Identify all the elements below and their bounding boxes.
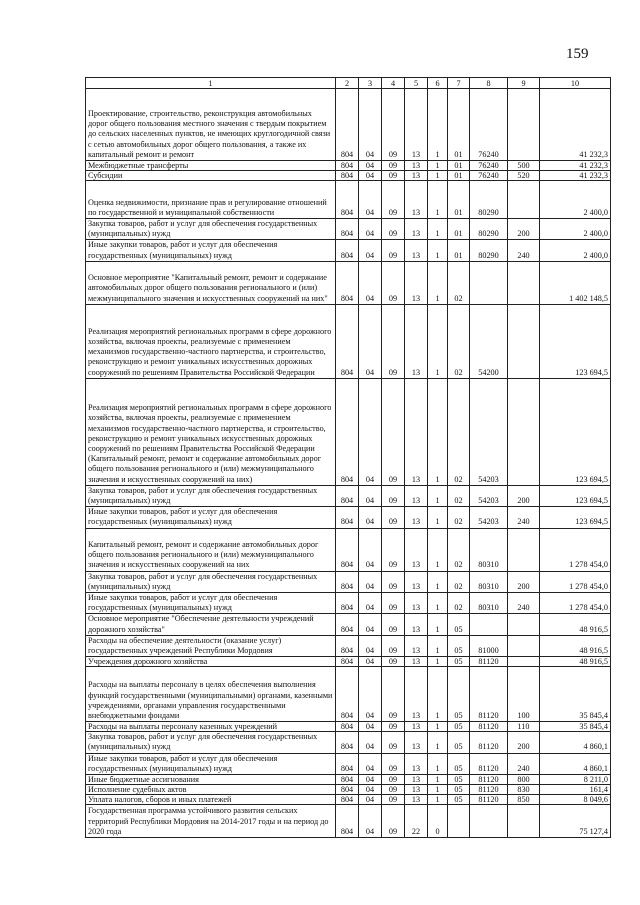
row-section: 04: [359, 635, 382, 656]
table-row: [86, 785, 611, 795]
row-amount: 123 694,5: [540, 304, 611, 378]
row-section: 04: [359, 614, 382, 635]
row-expense-type: [508, 89, 540, 161]
row-subsection: 09: [382, 635, 405, 656]
row-direction: [470, 614, 508, 635]
row-subprogram: 1: [428, 775, 448, 785]
header-cell: 9: [508, 78, 540, 89]
row-expense-type: 200: [508, 219, 540, 240]
row-subprogram: 1: [428, 657, 448, 667]
row-direction: 81120: [470, 785, 508, 795]
header-cell: 3: [359, 78, 382, 89]
row-subprogram: 1: [428, 528, 448, 571]
row-program: 13: [405, 161, 428, 171]
table-row: [86, 240, 611, 261]
table-row: [86, 528, 611, 571]
row-amount: 41 232,3: [540, 89, 611, 161]
row-code: 804: [336, 732, 359, 753]
row-program: 13: [405, 528, 428, 571]
row-event: 02: [448, 593, 470, 614]
row-code: 804: [336, 219, 359, 240]
row-event: 05: [448, 635, 470, 656]
row-program: 13: [405, 378, 428, 485]
row-direction: 81120: [470, 722, 508, 732]
row-direction: 81120: [470, 795, 508, 805]
row-event: 05: [448, 785, 470, 795]
table-row: [86, 304, 611, 378]
row-amount: 123 694,5: [540, 378, 611, 485]
row-name: Основное мероприятие "Обеспечение деятельности учреждений дорожного хозяйства": [86, 614, 336, 635]
row-subsection: 09: [382, 667, 405, 722]
row-code: 804: [336, 614, 359, 635]
row-section: 04: [359, 161, 382, 171]
row-expense-type: 110: [508, 722, 540, 732]
row-code: 804: [336, 161, 359, 171]
row-subsection: 09: [382, 614, 405, 635]
row-section: 04: [359, 507, 382, 528]
row-name: Исполнение судебных актов: [86, 785, 336, 795]
row-amount: 1 278 454,0: [540, 593, 611, 614]
row-direction: 80310: [470, 593, 508, 614]
row-event: 01: [448, 240, 470, 261]
row-subsection: 09: [382, 571, 405, 592]
table-row: [86, 732, 611, 753]
row-section: 04: [359, 775, 382, 785]
table-row: [86, 219, 611, 240]
row-direction: 76240: [470, 89, 508, 161]
row-section: 04: [359, 378, 382, 485]
row-subsection: 09: [382, 240, 405, 261]
row-amount: 1 278 454,0: [540, 528, 611, 571]
table-row: [86, 378, 611, 485]
table-row: [86, 805, 611, 838]
row-event: 05: [448, 775, 470, 785]
row-subprogram: 1: [428, 795, 448, 805]
row-amount: 123 694,5: [540, 507, 611, 528]
row-program: 13: [405, 219, 428, 240]
row-amount: 2 400,0: [540, 181, 611, 219]
row-subsection: 09: [382, 89, 405, 161]
row-section: 04: [359, 795, 382, 805]
row-code: 804: [336, 785, 359, 795]
row-program: 13: [405, 571, 428, 592]
row-code: 804: [336, 485, 359, 506]
row-section: 04: [359, 89, 382, 161]
row-program: 13: [405, 775, 428, 785]
row-subsection: 09: [382, 732, 405, 753]
row-name: Расходы на обеспечение деятельности (оказание услуг) государственных учреждений Республики Мордовия: [86, 635, 336, 656]
row-program: 13: [405, 89, 428, 161]
row-code: 804: [336, 805, 359, 838]
row-program: 13: [405, 240, 428, 261]
row-name: Иные закупки товаров, работ и услуг для обеспечения государственных (муниципальных) нужд: [86, 240, 336, 261]
row-section: 04: [359, 753, 382, 774]
row-name: Закупка товаров, работ и услуг для обеспечения государственных (муниципальных) нужд: [86, 571, 336, 592]
row-direction: 80290: [470, 240, 508, 261]
row-section: 04: [359, 304, 382, 378]
row-subprogram: 1: [428, 667, 448, 722]
row-program: 13: [405, 753, 428, 774]
row-expense-type: [508, 528, 540, 571]
row-event: 02: [448, 507, 470, 528]
row-section: 04: [359, 593, 382, 614]
row-code: 804: [336, 528, 359, 571]
table-row: [86, 753, 611, 774]
row-program: 13: [405, 171, 428, 181]
row-expense-type: 100: [508, 667, 540, 722]
row-expense-type: 240: [508, 753, 540, 774]
row-program: 13: [405, 261, 428, 304]
row-direction: 81120: [470, 657, 508, 667]
row-program: 13: [405, 181, 428, 219]
row-subprogram: 1: [428, 161, 448, 171]
header-cell: 7: [448, 78, 470, 89]
row-name: Межбюджетные трансферты: [86, 161, 336, 171]
row-direction: 54200: [470, 304, 508, 378]
row-amount: 8 211,0: [540, 775, 611, 785]
row-section: 04: [359, 181, 382, 219]
row-event: 01: [448, 171, 470, 181]
row-subsection: 09: [382, 593, 405, 614]
row-name: Иные закупки товаров, работ и услуг для обеспечения государственных (муниципальных) нужд: [86, 753, 336, 774]
row-name: Иные закупки товаров, работ и услуг для обеспечения государственных (муниципальных) нужд: [86, 593, 336, 614]
row-subsection: 09: [382, 378, 405, 485]
header-cell: 8: [470, 78, 508, 89]
row-section: 04: [359, 785, 382, 795]
row-subsection: 09: [382, 722, 405, 732]
row-name: Расходы на выплаты персоналу в целях обеспечения выполнения функций государственными (муниципальными) органами, казенными учреждениями, органами управления государственными внебюджетными фондами: [86, 667, 336, 722]
row-program: 13: [405, 667, 428, 722]
row-section: 04: [359, 171, 382, 181]
row-event: 05: [448, 667, 470, 722]
row-program: 13: [405, 732, 428, 753]
row-code: 804: [336, 667, 359, 722]
row-amount: 48 916,5: [540, 614, 611, 635]
row-amount: 4 860,1: [540, 732, 611, 753]
row-direction: 54203: [470, 378, 508, 485]
row-subsection: 09: [382, 219, 405, 240]
row-event: 05: [448, 795, 470, 805]
row-direction: 81120: [470, 732, 508, 753]
row-event: [448, 805, 470, 838]
row-event: 02: [448, 378, 470, 485]
row-expense-type: [508, 304, 540, 378]
row-section: 04: [359, 732, 382, 753]
row-amount: 2 400,0: [540, 240, 611, 261]
row-name: Реализация мероприятий региональных программ в сфере дорожного хозяйства, включая проекты, реализуемые с применением механизмов государственно-частного партнерства, и строительство, реконструкцию и ремонт уникальных искусственных дорожных сооружений по решениям Правительства Российской Федерации: [86, 304, 336, 378]
row-direction: 81000: [470, 635, 508, 656]
row-subprogram: 1: [428, 378, 448, 485]
row-name: Уплата налогов, сборов и иных платежей: [86, 795, 336, 805]
row-program: 13: [405, 722, 428, 732]
row-code: 804: [336, 775, 359, 785]
row-section: 04: [359, 219, 382, 240]
row-section: 04: [359, 805, 382, 838]
row-expense-type: [508, 181, 540, 219]
row-program: 13: [405, 614, 428, 635]
row-subprogram: 1: [428, 593, 448, 614]
row-name: Расходы на выплаты персоналу казенных учреждений: [86, 722, 336, 732]
row-section: 04: [359, 240, 382, 261]
row-event: 05: [448, 614, 470, 635]
header-cell: 1: [86, 78, 336, 89]
table-row: [86, 485, 611, 506]
row-expense-type: [508, 378, 540, 485]
row-amount: 1 278 454,0: [540, 571, 611, 592]
row-expense-type: [508, 657, 540, 667]
row-direction: [470, 805, 508, 838]
row-expense-type: 830: [508, 785, 540, 795]
row-event: 05: [448, 732, 470, 753]
row-subprogram: 1: [428, 732, 448, 753]
row-direction: 80310: [470, 528, 508, 571]
header-cell: 6: [428, 78, 448, 89]
row-code: 804: [336, 507, 359, 528]
row-amount: 48 916,5: [540, 635, 611, 656]
header-cell: 4: [382, 78, 405, 89]
row-expense-type: 200: [508, 571, 540, 592]
row-amount: 1 402 148,5: [540, 261, 611, 304]
row-subsection: 09: [382, 304, 405, 378]
row-subprogram: 1: [428, 507, 448, 528]
row-program: 13: [405, 635, 428, 656]
budget-table: [85, 77, 611, 838]
row-event: 01: [448, 161, 470, 171]
table-row: [86, 593, 611, 614]
row-subsection: 09: [382, 181, 405, 219]
row-subprogram: 1: [428, 219, 448, 240]
row-amount: 75 127,4: [540, 805, 611, 838]
table-row: [86, 795, 611, 805]
row-subsection: 09: [382, 785, 405, 795]
row-expense-type: [508, 261, 540, 304]
row-code: 804: [336, 635, 359, 656]
row-code: 804: [336, 240, 359, 261]
row-subprogram: 1: [428, 785, 448, 795]
row-amount: 123 694,5: [540, 485, 611, 506]
row-name: Основное мероприятие "Капитальный ремонт, ремонт и содержание автомобильных дорог общего пользования регионального и (или) межмуниципального значения и искусственных сооружений на них": [86, 261, 336, 304]
row-section: 04: [359, 722, 382, 732]
row-subsection: 09: [382, 507, 405, 528]
row-subprogram: 1: [428, 171, 448, 181]
row-direction: 80310: [470, 571, 508, 592]
row-direction: [470, 261, 508, 304]
row-name: Закупка товаров, работ и услуг для обеспечения государственных (муниципальных) нужд: [86, 485, 336, 506]
row-expense-type: 850: [508, 795, 540, 805]
row-event: 02: [448, 485, 470, 506]
row-subprogram: 1: [428, 753, 448, 774]
row-event: 05: [448, 722, 470, 732]
row-subsection: 09: [382, 795, 405, 805]
row-section: 04: [359, 261, 382, 304]
row-subprogram: 1: [428, 89, 448, 161]
row-code: 804: [336, 261, 359, 304]
row-name: Проектирование, строительство, реконструкция автомобильных дорог общего пользования местного значения с твердым покрытием до сельских населенных пунктов, не имеющих круглогодичной связи с сетью автомобильных дорог общего пользования, а также их капитальный ремонт и ремонт: [86, 89, 336, 161]
row-program: 13: [405, 593, 428, 614]
row-expense-type: 200: [508, 732, 540, 753]
row-name: Субсидии: [86, 171, 336, 181]
row-expense-type: 240: [508, 507, 540, 528]
table-row: [86, 571, 611, 592]
row-expense-type: [508, 635, 540, 656]
row-event: 02: [448, 304, 470, 378]
row-direction: 81120: [470, 775, 508, 785]
row-subprogram: 1: [428, 304, 448, 378]
row-event: 01: [448, 89, 470, 161]
row-event: 01: [448, 181, 470, 219]
row-amount: 35 845,4: [540, 722, 611, 732]
row-subprogram: 1: [428, 261, 448, 304]
header-cell: 10: [540, 78, 611, 89]
table-row: [86, 775, 611, 785]
row-expense-type: 200: [508, 485, 540, 506]
row-code: 804: [336, 171, 359, 181]
row-name: Оценка недвижимости, признание прав и регулирование отношений по государственной и муниципальной собственности: [86, 181, 336, 219]
row-name: Иные закупки товаров, работ и услуг для обеспечения государственных (муниципальных) нужд: [86, 507, 336, 528]
row-subsection: 09: [382, 171, 405, 181]
row-amount: 4 860,1: [540, 753, 611, 774]
table-row: [86, 89, 611, 161]
row-section: 04: [359, 571, 382, 592]
row-amount: 41 232,3: [540, 171, 611, 181]
row-direction: 81120: [470, 667, 508, 722]
table-row: [86, 614, 611, 635]
row-amount: 48 916,5: [540, 657, 611, 667]
row-subsection: 09: [382, 485, 405, 506]
row-section: 04: [359, 667, 382, 722]
table-row: [86, 667, 611, 722]
row-direction: 54203: [470, 507, 508, 528]
row-amount: 8 049,6: [540, 795, 611, 805]
row-subsection: 09: [382, 657, 405, 667]
row-program: 13: [405, 485, 428, 506]
row-name: Закупка товаров, работ и услуг для обеспечения государственных (муниципальных) нужд: [86, 732, 336, 753]
row-event: 05: [448, 657, 470, 667]
row-code: 804: [336, 657, 359, 667]
row-program: 13: [405, 657, 428, 667]
page-number: 159: [566, 46, 589, 62]
row-direction: 81120: [470, 753, 508, 774]
row-event: 02: [448, 261, 470, 304]
table-row: [86, 507, 611, 528]
row-subsection: 09: [382, 775, 405, 785]
row-amount: 2 400,0: [540, 219, 611, 240]
row-code: 804: [336, 722, 359, 732]
table-row: [86, 171, 611, 181]
row-name: Государственная программа устойчивого развития сельских территорий Республики Мордовия на 2014-2017 годы и на период до 2020 года: [86, 805, 336, 838]
row-name: Капитальный ремонт, ремонт и содержание автомобильных дорог общего пользования регионального и (или) межмуниципального значения и искусственных сооружений на них: [86, 528, 336, 571]
row-amount: 41 232,3: [540, 161, 611, 171]
row-section: 04: [359, 528, 382, 571]
row-code: 804: [336, 181, 359, 219]
table-row: [86, 261, 611, 304]
row-expense-type: 500: [508, 161, 540, 171]
row-subsection: 09: [382, 261, 405, 304]
row-amount: 161,4: [540, 785, 611, 795]
row-event: 02: [448, 571, 470, 592]
table-row: [86, 722, 611, 732]
row-direction: 80290: [470, 181, 508, 219]
table-row: [86, 161, 611, 171]
row-code: 804: [336, 89, 359, 161]
row-code: 804: [336, 378, 359, 485]
row-event: 05: [448, 753, 470, 774]
row-expense-type: 240: [508, 240, 540, 261]
row-expense-type: [508, 805, 540, 838]
row-expense-type: 800: [508, 775, 540, 785]
row-expense-type: 240: [508, 593, 540, 614]
row-subsection: 09: [382, 161, 405, 171]
row-subprogram: 1: [428, 635, 448, 656]
row-name: Закупка товаров, работ и услуг для обеспечения государственных (муниципальных) нужд: [86, 219, 336, 240]
row-program: 13: [405, 304, 428, 378]
row-direction: 54203: [470, 485, 508, 506]
row-subprogram: 1: [428, 571, 448, 592]
row-name: Реализация мероприятий региональных программ в сфере дорожного хозяйства, включая проекты, реализуемые с применением механизмов государственно-частного партнерства, и строительство, реконструкцию и ремонт уникальных искусственных дорожных сооружений по решениям Правительства Российской Федерации (Капитальный ремонт, ремонт и содержание автомобильных дорог общего пользования регионального и (или) межмуниципального значения и искусственных сооружений на них): [86, 378, 336, 485]
row-code: 804: [336, 571, 359, 592]
table-row: [86, 181, 611, 219]
row-section: 04: [359, 657, 382, 667]
table-body: [86, 89, 611, 838]
table-row: [86, 657, 611, 667]
row-subprogram: 1: [428, 181, 448, 219]
row-program: 13: [405, 795, 428, 805]
row-direction: 76240: [470, 171, 508, 181]
row-program: 22: [405, 805, 428, 838]
row-subsection: 09: [382, 528, 405, 571]
row-code: 804: [336, 593, 359, 614]
row-event: 01: [448, 219, 470, 240]
row-code: 804: [336, 753, 359, 774]
header-cell: 2: [336, 78, 359, 89]
row-name: Учреждения дорожного хозяйства: [86, 657, 336, 667]
row-subsection: 09: [382, 805, 405, 838]
row-code: 804: [336, 795, 359, 805]
row-code: 804: [336, 304, 359, 378]
row-expense-type: [508, 614, 540, 635]
row-name: Иные бюджетные ассигнования: [86, 775, 336, 785]
row-subprogram: 1: [428, 485, 448, 506]
row-program: 13: [405, 785, 428, 795]
row-direction: 80290: [470, 219, 508, 240]
header-cell: 5: [405, 78, 428, 89]
row-subprogram: 1: [428, 722, 448, 732]
table-header-row: [86, 78, 611, 89]
table-row: [86, 635, 611, 656]
row-subsection: 09: [382, 753, 405, 774]
row-event: 02: [448, 528, 470, 571]
row-direction: 76240: [470, 161, 508, 171]
row-subprogram: 1: [428, 240, 448, 261]
row-subprogram: 0: [428, 805, 448, 838]
row-section: 04: [359, 485, 382, 506]
row-expense-type: 520: [508, 171, 540, 181]
row-amount: 35 845,4: [540, 667, 611, 722]
row-subprogram: 1: [428, 614, 448, 635]
row-program: 13: [405, 507, 428, 528]
